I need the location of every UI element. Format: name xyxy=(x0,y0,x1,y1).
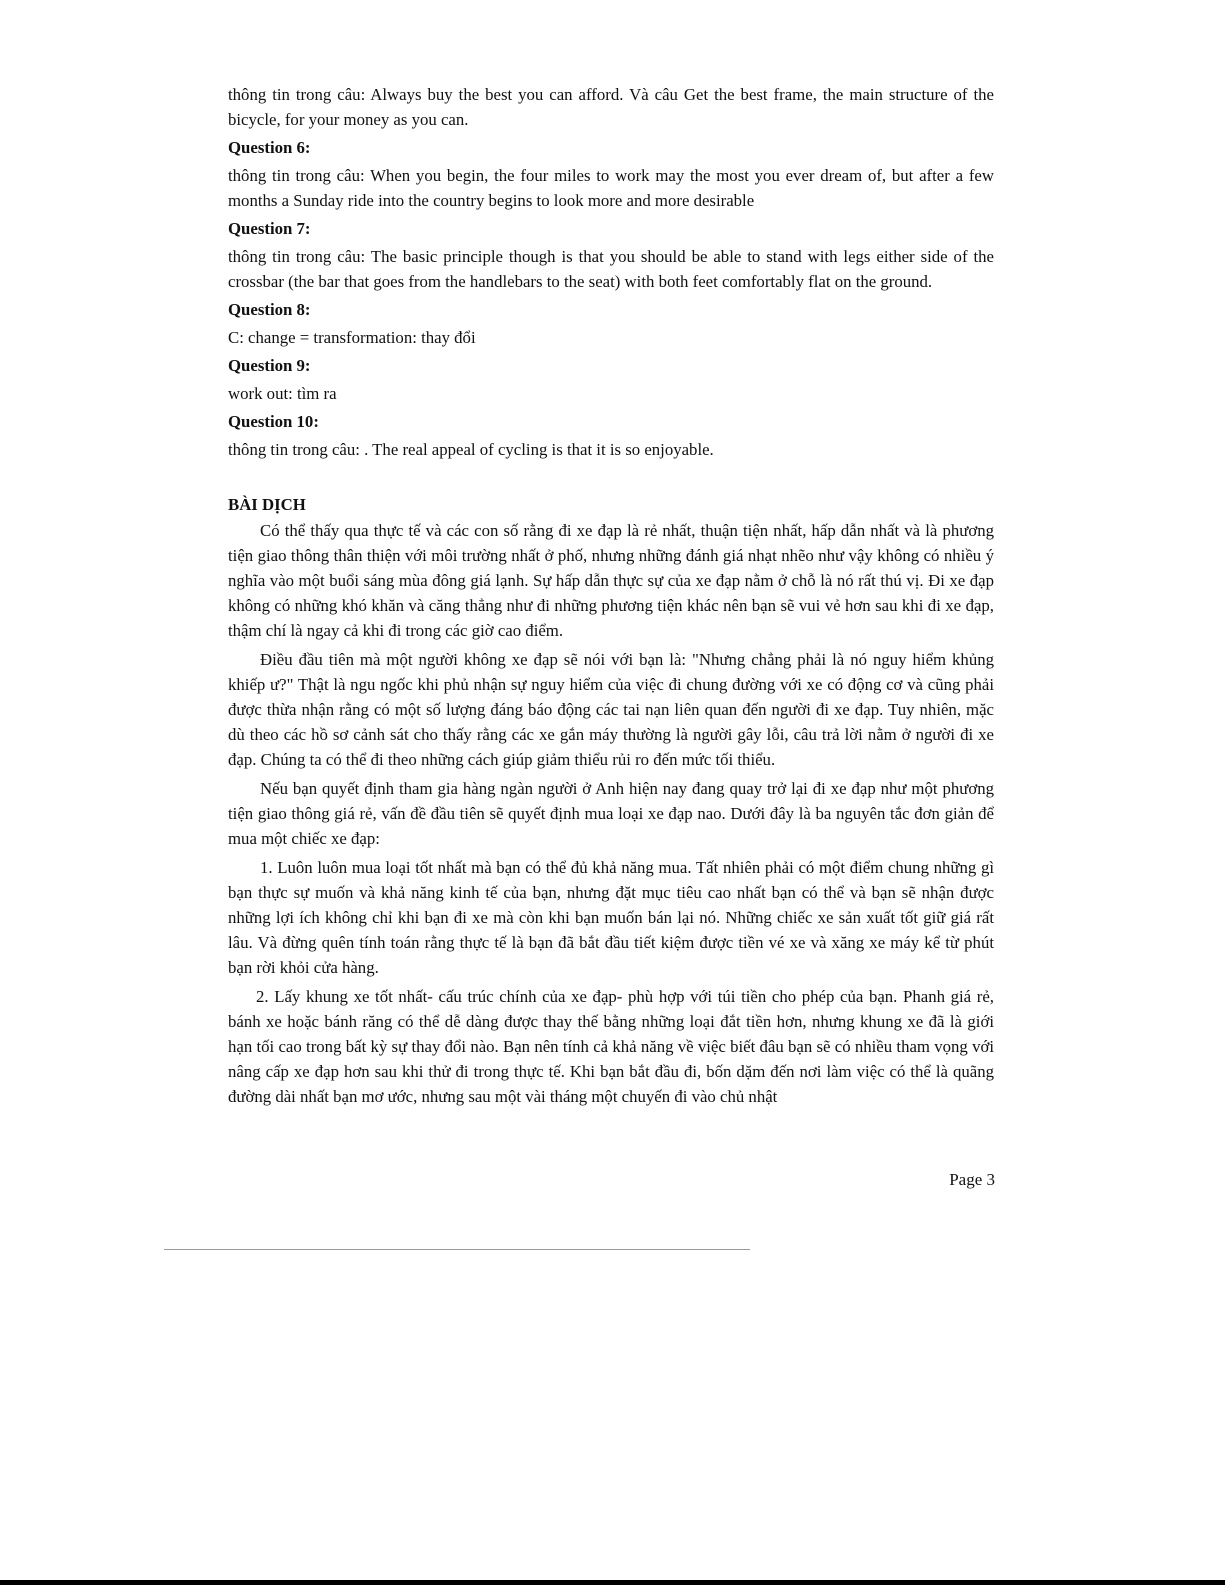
translation-paragraph: Nếu bạn quyết định tham gia hàng ngàn người ở Anh hiện nay đang quay trở lại đi xe đạp như một phương tiện giao thông giá rẻ, vấn đề đầu tiên sẽ quyết định mua loại xe đạp nao. Dưới đây là ba nguyên tắc đơn giản để mua một chiếc xe đạp: xyxy=(228,779,994,848)
translation-paragraph: 2. Lấy khung xe tốt nhất- cấu trúc chính của xe đạp- phù hợp với túi tiền cho phép của bạn. Phanh giá rẻ, bánh xe hoặc bánh răng có thể dễ dàng được thay thế bằng những loại đắt tiền hơn, nhưng khung xe đã là giới hạn tối cao trong bất kỳ sự thay đổi nào. Bạn nên tính cả khả năng về việc biết đâu bạn sẽ có nhiều tham vọng với nâng cấp xe đạp hơn sau khi thử đi trong thực tế. Khi bạn bắt đầu đi, bốn dặm đến nơi làm việc có thể là quãng đường dài nhất bạn mơ ước, nhưng sau một vài tháng một chuyến đi vào chủ nhật xyxy=(228,987,994,1106)
document-page xyxy=(228,82,994,1113)
question-answer: thông tin trong câu: The basic principle though is that you should be able to stand with legs either side of the crossbar (the bar that goes from the handlebars to the seat) with both feet comfortably flat on the ground. xyxy=(228,247,994,291)
question-block xyxy=(228,409,994,462)
question-heading: Question 10: xyxy=(228,412,319,431)
question-answer: work out: tìm ra xyxy=(228,384,337,403)
question-answer: C: change = transformation: thay đổi xyxy=(228,328,476,347)
question-heading: Question 7: xyxy=(228,219,311,238)
translation-paragraph: Có thể thấy qua thực tế và các con số rằng đi xe đạp là rẻ nhất, thuận tiện nhất, hấp dẫn nhất và là phương tiện giao thông thân thiện với môi trường nhất ở phố, nhưng những đánh giá nhạt nhẽo như vậy không có nhiều ý nghĩa vào một buổi sáng mùa đông giá lạnh. Sự hấp dẫn thực sự của xe đạp nằm ở chỗ là nó rất thú vị. Đi xe đạp không có những khó khăn và căng thẳng như đi những phương tiện khác nên bạn sẽ vui vẻ hơn sau khi đi xe đạp, thậm chí là ngay cả khi đi trong các giờ cao điểm. xyxy=(228,521,994,640)
question-heading: Question 9: xyxy=(228,356,311,375)
question-block xyxy=(228,297,994,350)
question-block xyxy=(228,216,994,294)
question-heading: Question 6: xyxy=(228,138,311,157)
question-answer: thông tin trong câu: When you begin, the four miles to work may the most you ever dream of, but after a few months a Sunday ride into the country begins to look more and more desirable xyxy=(228,166,994,210)
question-block xyxy=(228,135,994,213)
translation-paragraph: Điều đầu tiên mà một người không xe đạp sẽ nói với bạn là: "Nhưng chẳng phải là nó nguy hiểm khủng khiếp ư?" Thật là ngu ngốc khi phủ nhận sự nguy hiểm của việc đi chung đường với xe có động cơ và cũng phải được thừa nhận rằng có một số lượng đáng báo động các tai nạn liên quan đến người đi xe đạp. Tuy nhiên, mặc dù theo các hồ sơ cảnh sát cho thấy rằng các xe gắn máy thường là người gây lỗi, câu trả lời nằm ở người đi xe đạp. Chúng ta có thể đi theo những cách giúp giảm thiểu rủi ro đến mức tối thiểu. xyxy=(228,650,994,769)
page-number: Page 3 xyxy=(949,1170,995,1189)
question-answer: thông tin trong câu: . The real appeal of cycling is that it is so enjoyable. xyxy=(228,440,714,459)
question-block xyxy=(228,353,994,406)
bottom-edge-bar xyxy=(0,1580,1225,1585)
intro-paragraph: thông tin trong câu: Always buy the best you can afford. Và câu Get the best frame, the main structure of the bicycle, for your money as you can. xyxy=(228,85,994,129)
translation-paragraph: 1. Luôn luôn mua loại tốt nhất mà bạn có thể đủ khả năng mua. Tất nhiên phải có một điểm chung những gì bạn thực sự muốn và khả năng kinh tế của bạn, nhưng đặt mục tiêu cao nhất bạn có thể và bạn sẽ nhận được những lợi ích không chỉ khi bạn đi xe mà còn khi bạn muốn bán lại nó. Những chiếc xe sản xuất tốt giữ giá rất lâu. Và đừng quên tính toán rằng thực tế là bạn đã bắt đầu tiết kiệm được tiền vé xe và xăng xe máy kể từ phút bạn rời khỏi cửa hàng. xyxy=(228,858,994,977)
translation-title: BÀI DỊCH xyxy=(228,495,306,514)
footer-divider xyxy=(164,1249,750,1250)
question-heading: Question 8: xyxy=(228,300,311,319)
